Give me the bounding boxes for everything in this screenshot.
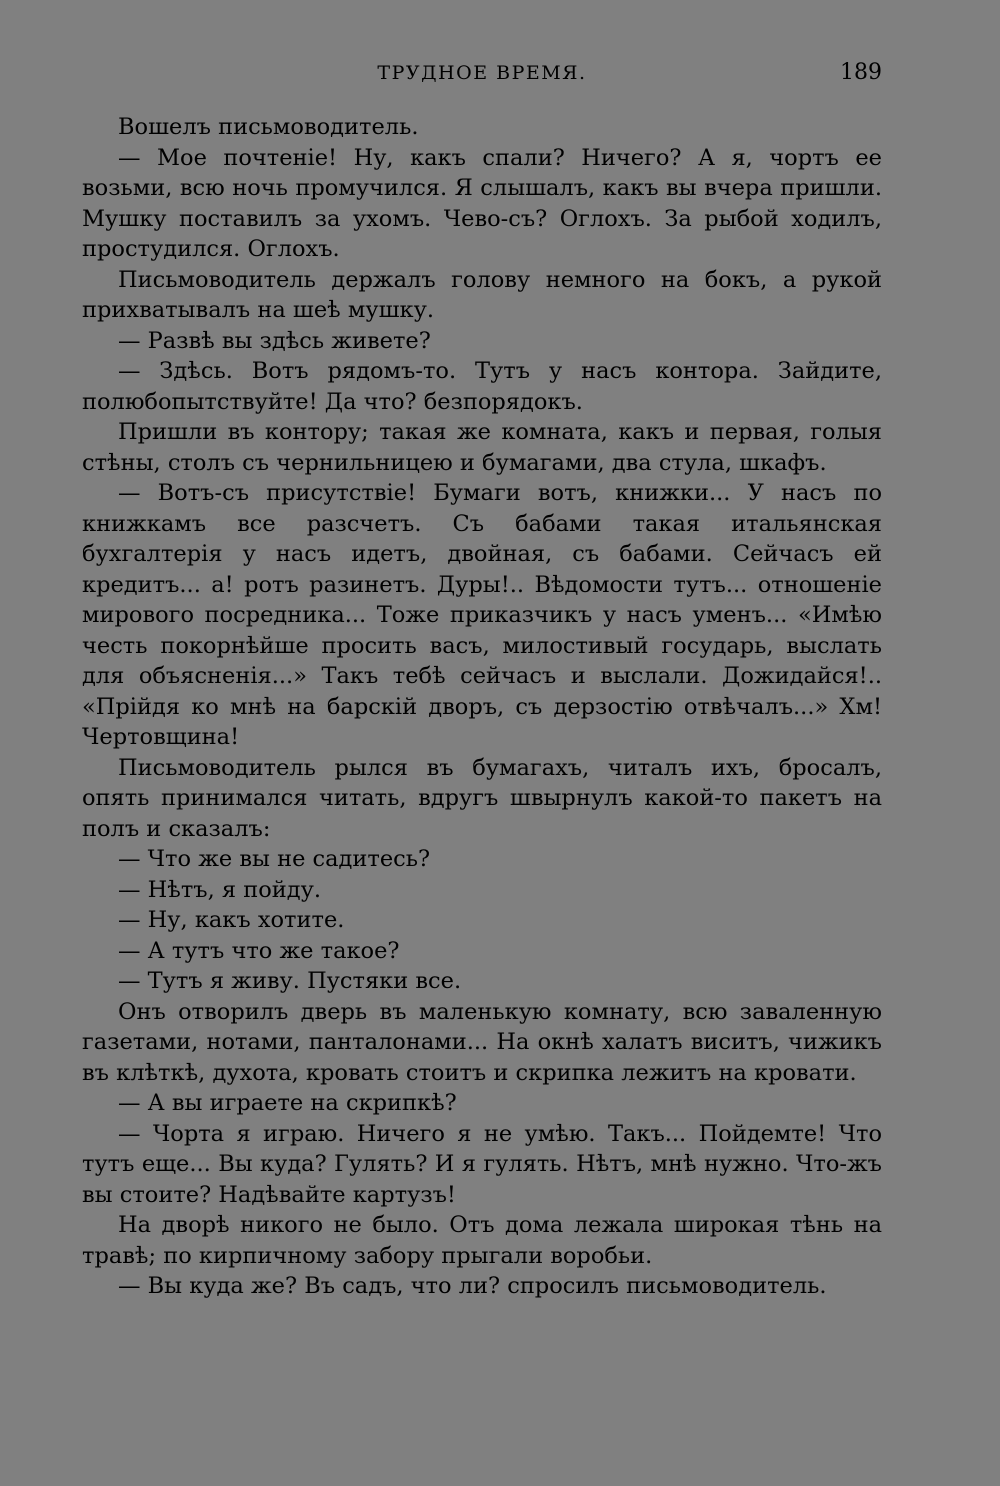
paragraph: — Вы куда же? Въ садъ, что ли? спросилъ письмоводитель. bbox=[118, 1273, 827, 1299]
running-header bbox=[82, 62, 882, 92]
running-title: ТРУДНОЕ ВРЕМЯ. bbox=[377, 62, 587, 84]
book-page bbox=[82, 62, 882, 1302]
paragraph: — Развѣ вы здѣсь живете? bbox=[118, 327, 431, 354]
paragraph: — Тутъ я живу. Пустяки все. bbox=[118, 968, 462, 994]
paragraph: Онъ отворилъ дверь въ маленькую комнату, всю заваленную газетами, нотами, панталонами... На окнѣ халатъ виситъ, чижикъ въ клѣткѣ, духота, кровать стоитъ и скрипка лежитъ на кровати. bbox=[82, 998, 882, 1086]
paragraph: — Мое почтеніе! Ну, какъ спали? Ничего? А я, чортъ ее возьми, всю ночь промучился. Я слышалъ, какъ вы вчера пришли. Мушку поставилъ за ухомъ. Чево-съ? Оглохъ. За рыбой ходилъ, простудился. Оглохъ. bbox=[82, 144, 882, 262]
paragraph: — Вотъ-съ присутствіе! Бумаги вотъ, книжки... У насъ по книжкамъ все разсчетъ. Съ бабами такая итальянская бухгалтерія у насъ идетъ, двойная, съ бабами. Сейчасъ ей кредитъ... а! ротъ разинетъ. Дуры!.. Вѣдомости тутъ... отношеніе мирового посредника... Тоже приказчикъ у насъ уменъ... «Имѣю честь покорнѣйше просить васъ, милостивый государь, выслать для объясненія...» Такъ тебѣ сейчасъ и выслали. Дожидайся!.. «Прійдя ко мнѣ на барскій дворъ, съ дерзостію отвѣчалъ...» Хм! Чертовщина! bbox=[82, 480, 882, 750]
paragraph: — Нѣтъ, я пойду. bbox=[118, 876, 322, 903]
paragraph: Письмоводитель рылся въ бумагахъ, читалъ ихъ, бросалъ, опять принимался читать, вдругъ швырнулъ какой-то пакетъ на полъ и сказалъ: bbox=[82, 754, 882, 842]
paragraph: — Здѣсь. Вотъ рядомъ-то. Тутъ у насъ контора. Зайдите, полюбопытствуйте! Да что? безпорядокъ. bbox=[82, 358, 882, 415]
paragraph: — Чорта я играю. Ничего я не умѣю. Такъ... Пойдемте! Что тутъ еще... Вы куда? Гулять? И я гулять. Нѣтъ, мнѣ нужно. Что-жъ вы стоите? Надѣвайте картузъ! bbox=[82, 1120, 882, 1208]
paragraph: Письмоводитель держалъ голову немного на бокъ, а рукой прихватывалъ на шеѣ мушку. bbox=[82, 266, 882, 323]
paragraph: Пришли въ контору; такая же комната, какъ и первая, голыя стѣны, столъ съ чернильницею и бумагами, два стула, шкафъ. bbox=[82, 419, 882, 476]
paragraph: Вошелъ письмоводитель. bbox=[118, 114, 419, 140]
body-text bbox=[82, 112, 882, 1302]
paragraph: На дворѣ никого не было. Отъ дома лежала широкая тѣнь на травѣ; по кирпичному забору прыгали воробьи. bbox=[82, 1212, 882, 1269]
paragraph: — Ну, какъ хотите. bbox=[118, 907, 345, 933]
paragraph: — А тутъ что же такое? bbox=[118, 937, 400, 964]
paragraph: — Что же вы не садитесь? bbox=[118, 846, 431, 872]
page-number: 189 bbox=[840, 60, 882, 85]
paragraph: — А вы играете на скрипкѣ? bbox=[118, 1090, 457, 1116]
